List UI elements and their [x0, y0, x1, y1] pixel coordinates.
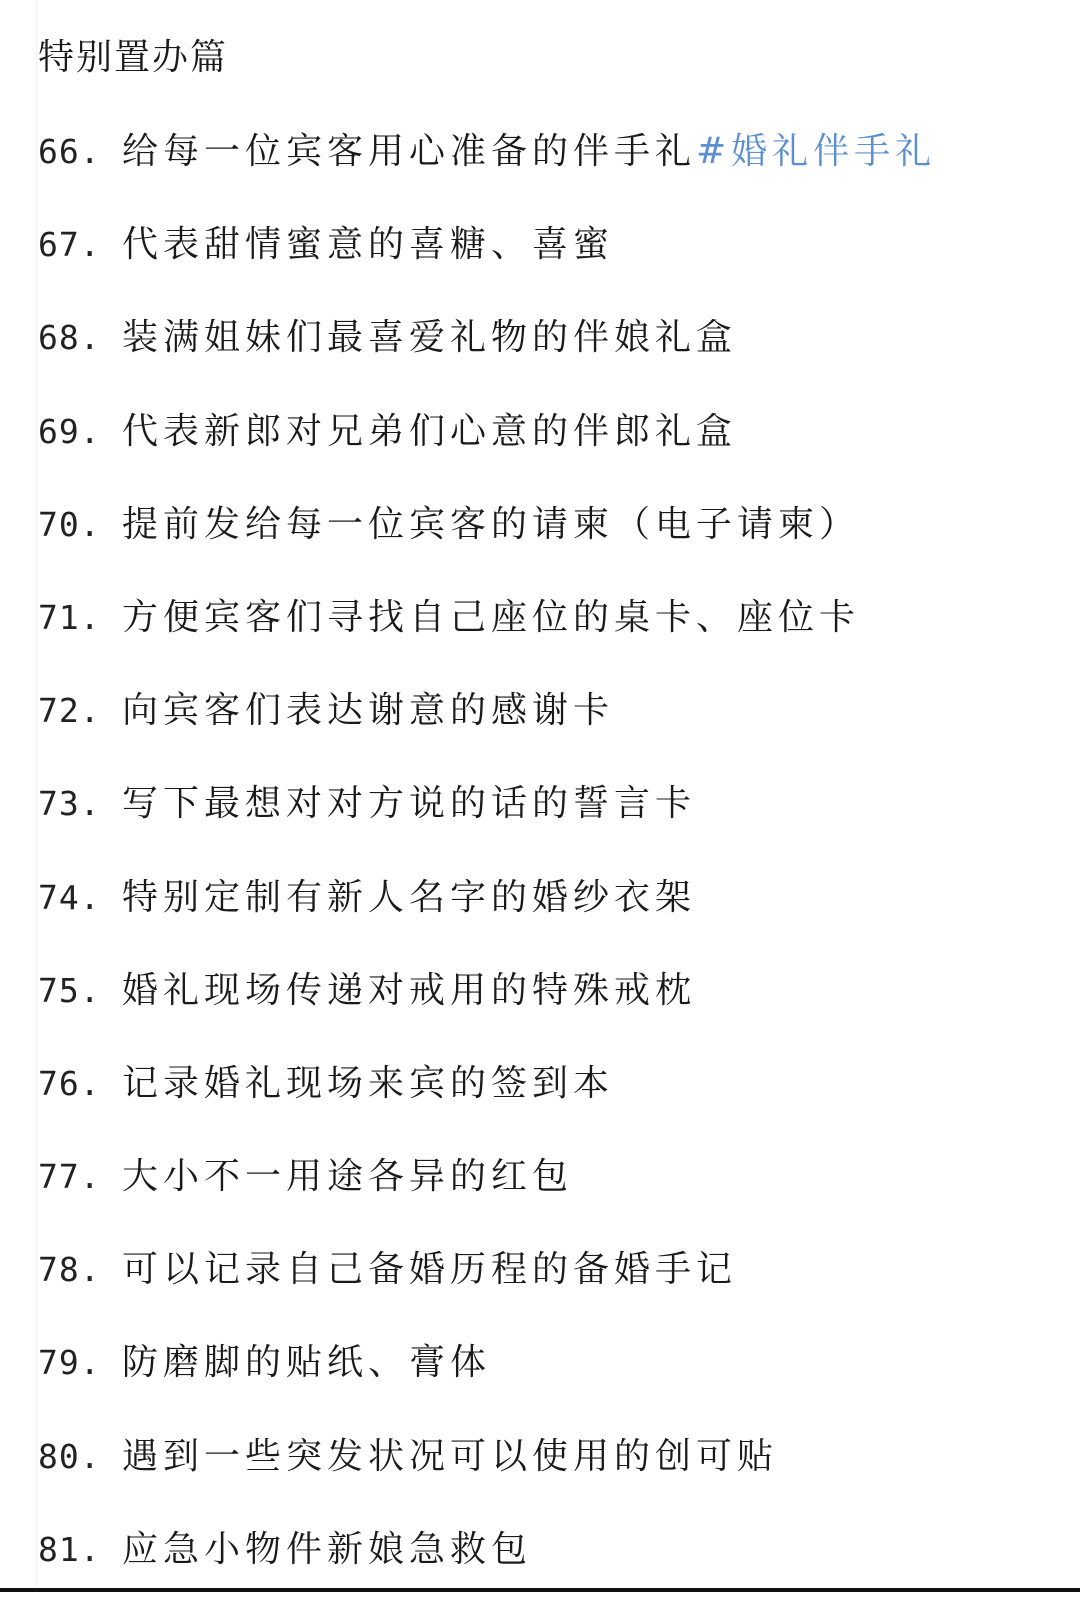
item-number: 70.	[38, 504, 101, 544]
bottom-divider	[0, 1588, 1080, 1592]
item-text: 代表新郎对兄弟们心意的伴郎礼盒	[122, 410, 738, 452]
list-item	[38, 497, 936, 590]
item-number: 72.	[38, 691, 101, 731]
list-item	[38, 1522, 936, 1615]
checklist	[38, 124, 936, 1615]
item-text: 可以记录自己备婚历程的备婚手记	[122, 1249, 738, 1291]
item-text: 向宾客们表达谢意的感谢卡	[122, 690, 615, 732]
item-text: 应急小物件新娘急救包	[122, 1528, 533, 1570]
item-text: 大小不一用途各异的红包	[122, 1156, 574, 1198]
list-item	[38, 963, 936, 1056]
item-number: 76.	[38, 1063, 101, 1103]
item-number: 80.	[38, 1436, 101, 1476]
item-text: 给每一位宾客用心准备的伴手礼	[122, 131, 697, 172]
hashtag-link[interactable]: #婚礼伴手礼	[696, 131, 937, 172]
list-item	[38, 124, 936, 217]
list-item	[38, 1242, 936, 1335]
item-number: 78.	[38, 1250, 101, 1290]
list-item	[38, 870, 936, 963]
list-item	[38, 590, 936, 683]
item-number: 73.	[38, 784, 101, 824]
list-item	[38, 310, 936, 403]
item-text: 写下最想对对方说的话的誓言卡	[122, 783, 697, 825]
item-text: 婚礼现场传递对戒用的特殊戒枕	[122, 969, 697, 1011]
list-item	[38, 1056, 936, 1149]
item-number: 66.	[38, 132, 101, 171]
list-item	[38, 683, 936, 776]
item-text: 遇到一些突发状况可以使用的创可贴	[122, 1435, 779, 1477]
item-number: 74.	[38, 877, 101, 917]
list-item	[38, 776, 936, 869]
left-margin-line	[36, 0, 37, 1587]
item-number: 77.	[38, 1157, 101, 1197]
item-number: 81.	[38, 1529, 101, 1569]
item-text: 装满姐妹们最喜爱礼物的伴娘礼盒	[122, 317, 738, 359]
item-number: 79.	[38, 1343, 101, 1383]
list-item	[38, 404, 936, 497]
item-number: 69.	[38, 411, 101, 451]
item-text: 提前发给每一位宾客的请柬（电子请柬）	[122, 503, 861, 545]
list-item	[38, 217, 936, 310]
item-text: 方便宾客们寻找自己座位的桌卡、座位卡	[122, 596, 861, 638]
item-text: 代表甜情蜜意的喜糖、喜蜜	[122, 224, 615, 266]
item-text: 记录婚礼现场来宾的签到本	[122, 1062, 615, 1104]
item-number: 68.	[38, 318, 101, 358]
list-item	[38, 1335, 936, 1428]
section-heading: 特别置办篇	[38, 37, 229, 78]
item-text: 特别定制有新人名字的婚纱衣架	[122, 876, 697, 918]
list-item	[38, 1149, 936, 1242]
item-text: 防磨脚的贴纸、膏体	[122, 1342, 492, 1384]
item-number: 67.	[38, 225, 101, 265]
list-item	[38, 1429, 936, 1522]
item-number: 75.	[38, 970, 101, 1010]
item-number: 71.	[38, 597, 101, 637]
